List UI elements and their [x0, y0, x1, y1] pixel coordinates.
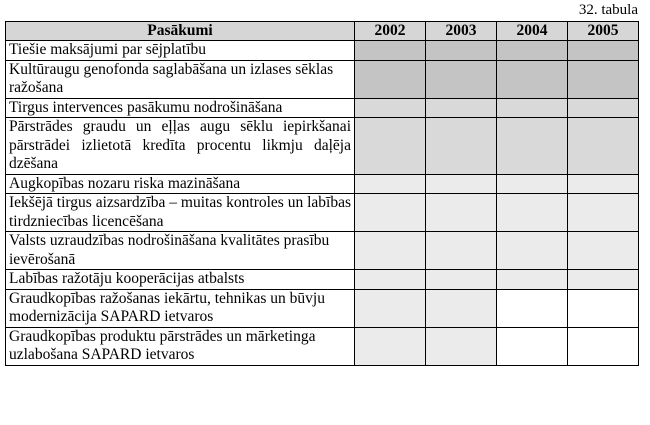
table-number: 32. tabula	[578, 2, 638, 18]
year-cell-2004	[497, 98, 568, 118]
year-cell-2004	[497, 60, 568, 98]
header-year-2005: 2005	[568, 22, 639, 41]
header-year-2002: 2002	[355, 22, 426, 41]
year-cell-2003	[426, 41, 497, 61]
measure-label: Tiešie maksājumi par sējplatību	[6, 41, 355, 61]
year-cell-2005	[568, 60, 639, 98]
year-cell-2005	[568, 98, 639, 118]
year-cell-2003	[426, 327, 497, 365]
table-row	[6, 327, 639, 365]
header-measures: Pasākumi	[6, 22, 355, 41]
year-cell-2003	[426, 232, 497, 270]
table-row	[6, 98, 639, 118]
year-cell-2003	[426, 98, 497, 118]
table-row	[6, 118, 639, 175]
year-cell-2004	[497, 327, 568, 365]
year-cell-2002	[355, 270, 426, 290]
year-cell-2004	[497, 232, 568, 270]
year-cell-2002	[355, 289, 426, 327]
year-cell-2003	[426, 289, 497, 327]
table-row	[6, 289, 639, 327]
year-cell-2003	[426, 270, 497, 290]
measure-label: Iekšējā tirgus aizsardzība – muitas kontroles un labības tirdzniecības licencēšana	[6, 194, 355, 232]
year-cell-2005	[568, 194, 639, 232]
year-cell-2002	[355, 194, 426, 232]
measure-label: Graudkopības produktu pārstrādes un mārketinga uzlabošana SAPARD ietvaros	[6, 327, 355, 365]
table-row	[6, 60, 639, 98]
year-cell-2004	[497, 41, 568, 61]
measures-table	[5, 21, 639, 366]
year-cell-2004	[497, 118, 568, 175]
table-body	[6, 41, 639, 366]
measure-label: Valsts uzraudzības nodrošināšana kvalitātes prasību ievērošanā	[6, 232, 355, 270]
year-cell-2002	[355, 41, 426, 61]
year-cell-2005	[568, 118, 639, 175]
table-row	[6, 232, 639, 270]
measure-label: Tirgus intervences pasākumu nodrošināšana	[6, 98, 355, 118]
measure-label: Graudkopības ražošanas iekārtu, tehnikas un būvju modernizācija SAPARD ietvaros	[6, 289, 355, 327]
table-row	[6, 174, 639, 194]
year-cell-2003	[426, 194, 497, 232]
year-cell-2005	[568, 270, 639, 290]
measure-label: Augkopības nozaru riska mazināšana	[6, 174, 355, 194]
year-cell-2005	[568, 327, 639, 365]
year-cell-2003	[426, 118, 497, 175]
year-cell-2002	[355, 174, 426, 194]
year-cell-2004	[497, 289, 568, 327]
header-row	[6, 22, 639, 41]
year-cell-2005	[568, 289, 639, 327]
year-cell-2002	[355, 118, 426, 175]
year-cell-2005	[568, 232, 639, 270]
year-cell-2004	[497, 194, 568, 232]
year-cell-2005	[568, 41, 639, 61]
header-year-2004: 2004	[497, 22, 568, 41]
table-row	[6, 194, 639, 232]
year-cell-2002	[355, 327, 426, 365]
year-cell-2003	[426, 60, 497, 98]
year-cell-2005	[568, 174, 639, 194]
measure-label: Pārstrādes graudu un eļļas augu sēklu iepirkšanai pārstrādei izlietotā kredīta procentu likmju daļēja dzēšana	[6, 118, 355, 175]
header-year-2003: 2003	[426, 22, 497, 41]
measure-label: Labības ražotāju kooperācijas atbalsts	[6, 270, 355, 290]
year-cell-2002	[355, 98, 426, 118]
year-cell-2004	[497, 174, 568, 194]
year-cell-2004	[497, 270, 568, 290]
table-row	[6, 41, 639, 61]
measure-label: Kultūraugu genofonda saglabāšana un izlases sēklas ražošana	[6, 60, 355, 98]
year-cell-2002	[355, 232, 426, 270]
year-cell-2002	[355, 60, 426, 98]
year-cell-2003	[426, 174, 497, 194]
table-row	[6, 270, 639, 290]
